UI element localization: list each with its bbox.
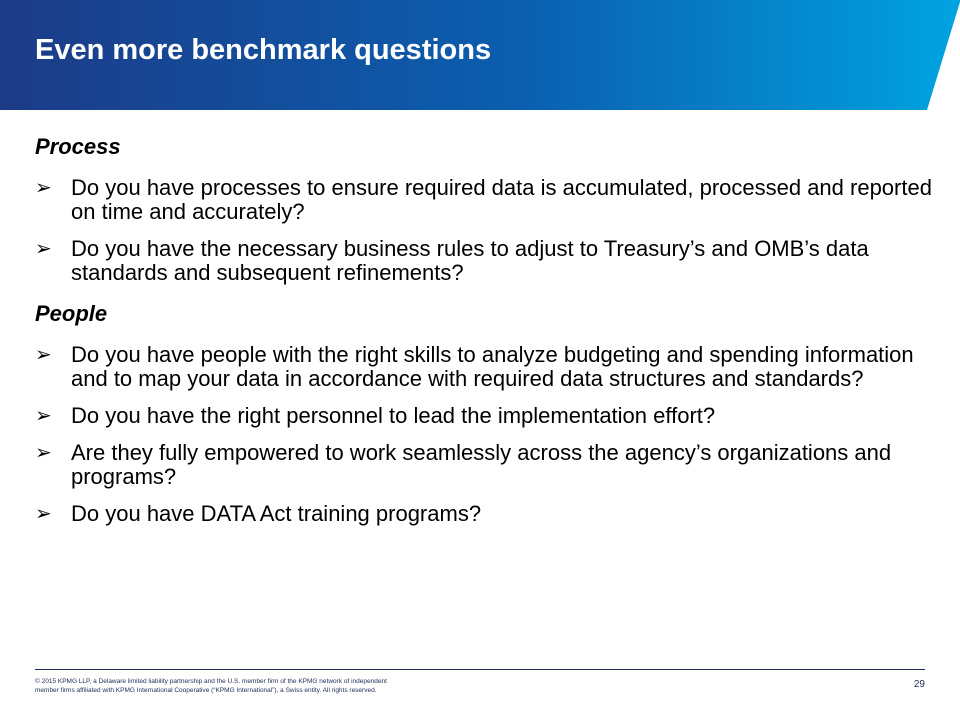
legal-notice-line: © 2015 KPMG LLP, a Delaware limited liability partnership and the U.S. member firm of the KPMG network of independent	[35, 678, 387, 685]
list-item-text: Do you have DATA Act training programs?	[71, 501, 482, 526]
list-item-text: Are they fully empowered to work seamlessly across the agency’s organizations and programs?	[71, 440, 892, 489]
arrow-bullet-icon: ➢	[35, 503, 52, 525]
arrow-bullet-icon: ➢	[35, 405, 52, 427]
list-item-text: Do you have the right personnel to lead the implementation effort?	[71, 403, 716, 428]
content-area	[35, 130, 935, 526]
arrow-bullet-icon: ➢	[35, 442, 52, 464]
section-heading-process: Process	[35, 134, 121, 159]
header-band	[0, 0, 960, 110]
legal-notice	[35, 677, 555, 695]
arrow-bullet-icon: ➢	[35, 238, 52, 260]
page-number: 29	[913, 679, 925, 690]
list-item	[35, 343, 935, 391]
legal-notice-line: member firms affiliated with KPMG International Cooperative (“KPMG International”), a Swiss entity. All rights reserved.	[35, 687, 377, 694]
list-item	[35, 441, 935, 489]
footer-divider	[35, 669, 925, 670]
list-item-text: Do you have the necessary business rules to adjust to Treasury’s and OMB’s data standards and subsequent refinements?	[71, 236, 869, 285]
list-item-text: Do you have people with the right skills to analyze budgeting and spending information and to map your data in accordance with required data structures and standards?	[71, 342, 914, 391]
section-heading-people: People	[35, 301, 108, 326]
list-item	[35, 502, 935, 526]
list-item	[35, 176, 935, 224]
page-title: Even more benchmark questions	[35, 34, 492, 66]
list-item	[35, 404, 935, 428]
list-item-text: Do you have processes to ensure required data is accumulated, processed and reported on time and accurately?	[71, 175, 932, 224]
arrow-bullet-icon: ➢	[35, 344, 52, 366]
list-item	[35, 237, 935, 285]
arrow-bullet-icon: ➢	[35, 177, 52, 199]
